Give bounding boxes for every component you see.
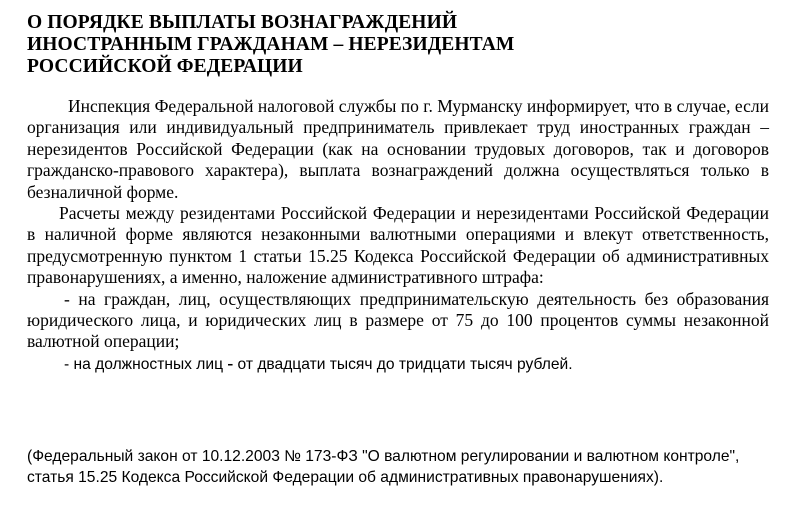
title-line-1: О ПОРЯДКЕ ВЫПЛАТЫ ВОЗНАГРАЖДЕНИЙ [27, 12, 458, 33]
paragraph-inspection-notice: Инспекция Федеральной налоговой службы по г. Мурманску информирует, что в случае, если организация или индивидуальный предприниматель привлекает труд иностранных граждан – нерезидентов Российской Федерации (как на основании трудовых договоров, так и договоров гражданско-правового характера), выплата вознаграждений должна осуществляться только в безналичной форме. [27, 96, 769, 202]
document-title [27, 12, 587, 78]
footnote-line-2: статья 15.25 Кодекса Российской Федерации об административных правонарушениях). [27, 468, 664, 486]
officials-text-a: на должностных лиц [69, 355, 228, 373]
title-line-3: РОССИЙСКОЙ ФЕДЕРАЦИИ [27, 56, 303, 77]
footnote-line-1: (Федеральный закон от 10.12.2003 № 173-ФЗ "О валютном регулировании и валютном контроле", [27, 448, 740, 465]
list-item-officials-fine [27, 353, 769, 375]
dash-mark-bold: - [227, 352, 234, 373]
dash-mark: - [64, 355, 70, 373]
document-body [27, 96, 769, 375]
legal-reference-footnote [27, 447, 772, 488]
officials-text-b: от двадцати тысяч до тридцати тысяч рублей. [233, 355, 573, 373]
title-line-2: ИНОСТРАННЫМ ГРАЖДАНАМ – НЕРЕЗИДЕНТАМ [27, 34, 515, 55]
list-item-citizens-fine: - на граждан, лиц, осуществляющих предпринимательскую деятельность без образования юридического лица, и юридических лиц в размере от 75 до 100 процентов суммы незаконной валютной операции; [27, 288, 769, 352]
paragraph-cash-settlements: Расчеты между резидентами Российской Федерации и нерезидентами Российской Федерации в наличной форме являются незаконными валютными операциями и влекут ответственность, предусмотренную пунктом 1 статьи 15.25 Кодекса Российской Федерации об административных правонарушениях, а именно, наложение административного штрафа: [27, 203, 769, 288]
